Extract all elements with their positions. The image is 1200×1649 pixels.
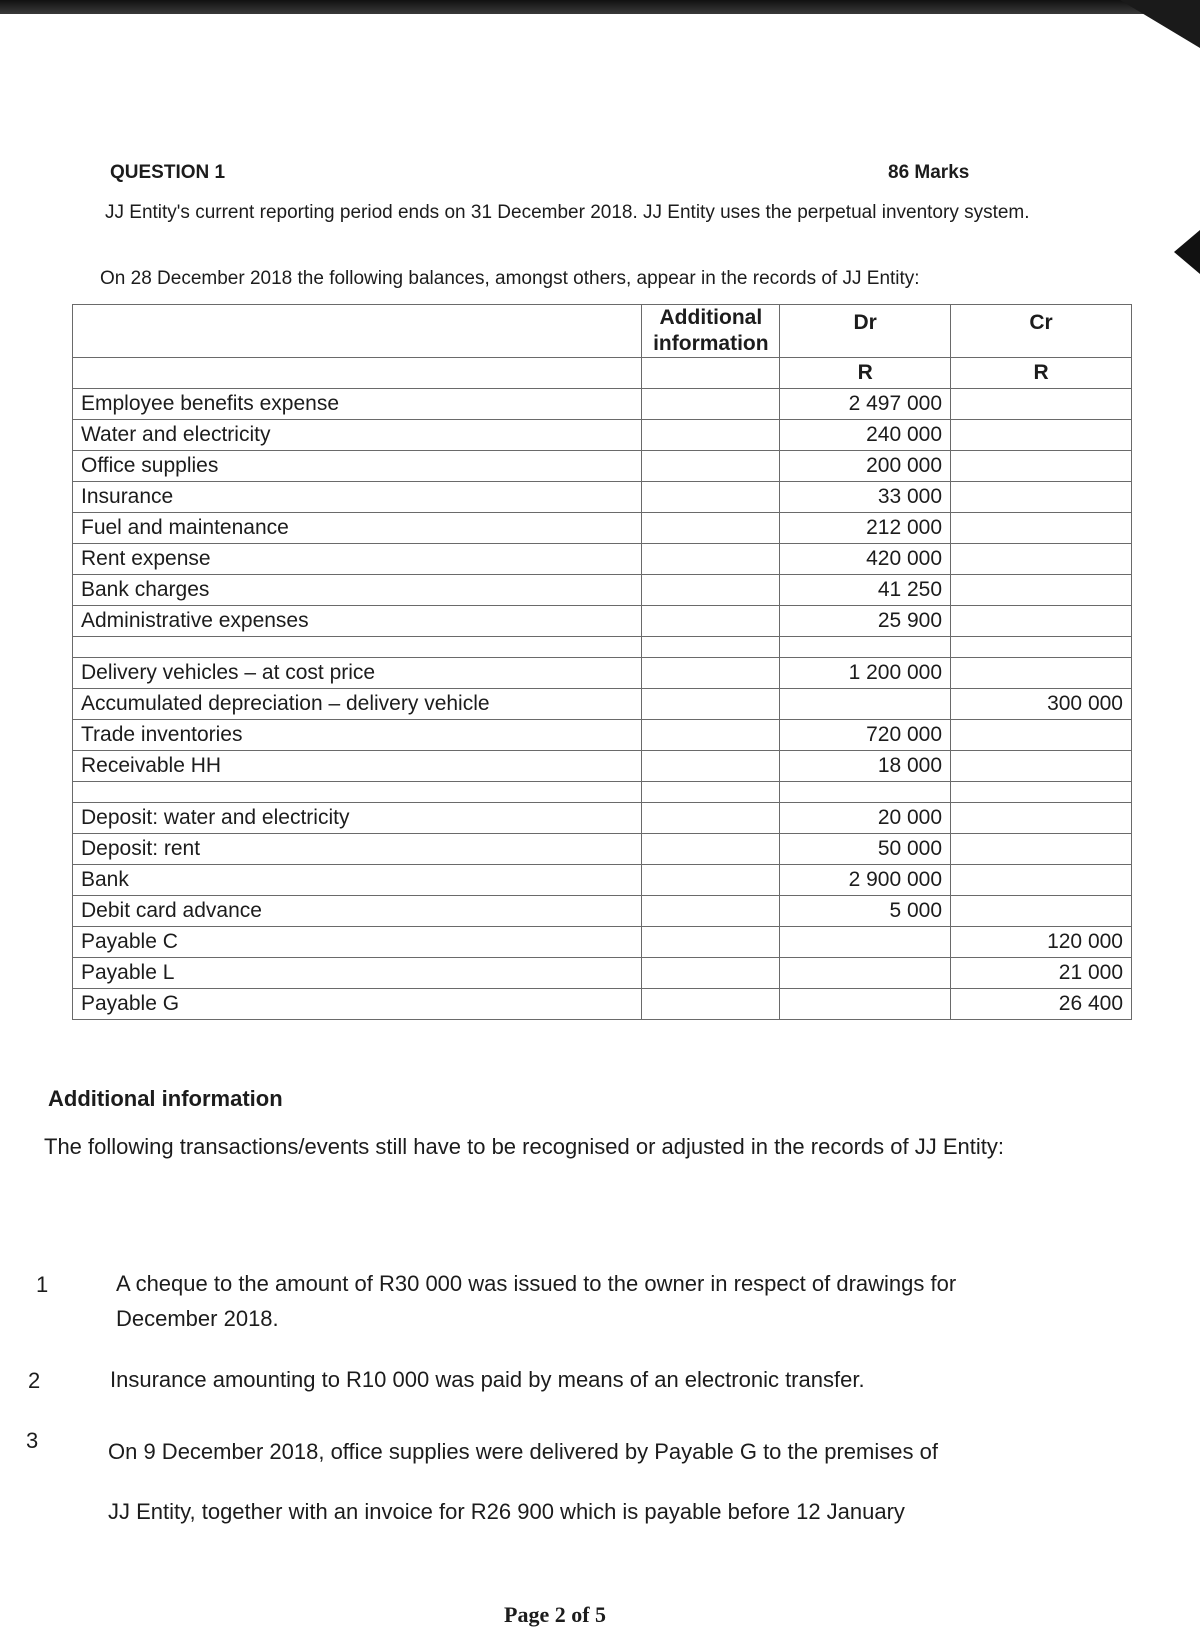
row-cr-amount — [951, 803, 1132, 834]
row-additional — [642, 958, 780, 989]
row-additional — [642, 751, 780, 782]
item-line: December 2018. — [116, 1306, 279, 1331]
row-dr-amount: 33 000 — [780, 482, 951, 513]
row-cr-amount — [951, 420, 1132, 451]
header-dr: Dr — [780, 305, 951, 358]
row-cr-amount — [951, 389, 1132, 420]
row-additional — [642, 451, 780, 482]
row-additional — [642, 865, 780, 896]
row-cr-amount — [951, 451, 1132, 482]
balances-lead: On 28 December 2018 the following balances, amongst others, appear in the records of JJ Entity: — [100, 268, 920, 289]
row-dr-amount: 20 000 — [780, 803, 951, 834]
row-additional — [642, 575, 780, 606]
table-row — [73, 896, 1132, 927]
row-additional — [642, 658, 780, 689]
row-label: Administrative expenses — [73, 606, 642, 637]
row-additional — [642, 896, 780, 927]
list-item — [110, 1362, 1170, 1397]
item-line: On 9 December 2018, office supplies were delivered by Payable G to the premises of — [108, 1439, 938, 1464]
question-marks: 86 Marks — [888, 162, 970, 183]
row-additional — [642, 606, 780, 637]
row-cr-amount — [951, 896, 1132, 927]
row-dr-amount — [780, 689, 951, 720]
row-cr-amount — [951, 720, 1132, 751]
table-row — [73, 420, 1132, 451]
row-dr-amount: 5 000 — [780, 896, 951, 927]
table-row — [73, 958, 1132, 989]
row-additional — [642, 927, 780, 958]
row-dr-amount — [780, 989, 951, 1020]
list-item — [108, 1422, 1178, 1542]
row-label: Payable C — [73, 927, 642, 958]
currency-dr: R — [780, 358, 951, 389]
row-cr-amount — [951, 865, 1132, 896]
row-dr-amount: 41 250 — [780, 575, 951, 606]
row-label: Water and electricity — [73, 420, 642, 451]
row-dr-amount: 50 000 — [780, 834, 951, 865]
row-label: Delivery vehicles – at cost price — [73, 658, 642, 689]
row-additional — [642, 513, 780, 544]
table-row — [73, 658, 1132, 689]
table-row — [73, 834, 1132, 865]
row-dr-amount: 200 000 — [780, 451, 951, 482]
list-item — [116, 1266, 1176, 1336]
row-label: Fuel and maintenance — [73, 513, 642, 544]
row-cr-amount — [951, 834, 1132, 865]
row-label: Rent expense — [73, 544, 642, 575]
row-dr-amount: 720 000 — [780, 720, 951, 751]
row-cr-amount: 21 000 — [951, 958, 1132, 989]
row-label: Payable L — [73, 958, 642, 989]
row-cr-amount: 26 400 — [951, 989, 1132, 1020]
currency-row — [73, 358, 1132, 389]
row-cr-amount — [951, 544, 1132, 575]
table-row — [73, 389, 1132, 420]
additional-information-intro: The following transactions/events still have to be recognised or adjusted in the records of JJ Entity: — [44, 1134, 1004, 1159]
row-additional — [642, 834, 780, 865]
row-additional — [642, 720, 780, 751]
row-additional — [642, 420, 780, 451]
row-label: Accumulated depreciation – delivery vehicle — [73, 689, 642, 720]
item-line: JJ Entity, together with an invoice for R26 900 which is payable before 12 January — [108, 1499, 905, 1524]
row-cr-amount — [951, 482, 1132, 513]
question-title: QUESTION 1 — [110, 162, 226, 183]
row-dr-amount: 212 000 — [780, 513, 951, 544]
table-row — [73, 606, 1132, 637]
row-additional — [642, 389, 780, 420]
table-row — [73, 720, 1132, 751]
row-dr-amount: 25 900 — [780, 606, 951, 637]
item-number: 2 — [28, 1368, 41, 1393]
table-row — [73, 803, 1132, 834]
row-cr-amount — [951, 575, 1132, 606]
question-intro: JJ Entity's current reporting period ends on 31 December 2018. JJ Entity uses the perpetual inventory system. — [105, 202, 1030, 223]
header-cr: Cr — [951, 305, 1132, 358]
row-label: Trade inventories — [73, 720, 642, 751]
currency-cr: R — [951, 358, 1132, 389]
table-row — [73, 482, 1132, 513]
row-dr-amount — [780, 958, 951, 989]
row-label: Debit card advance — [73, 896, 642, 927]
row-label: Bank charges — [73, 575, 642, 606]
row-dr-amount: 1 200 000 — [780, 658, 951, 689]
table-row — [73, 927, 1132, 958]
row-label: Payable G — [73, 989, 642, 1020]
table-row — [73, 751, 1132, 782]
item-line: Insurance amounting to R10 000 was paid by means of an electronic transfer. — [110, 1367, 865, 1392]
table-row — [73, 513, 1132, 544]
row-additional — [642, 803, 780, 834]
item-number: 3 — [26, 1428, 39, 1453]
row-label: Receivable HH — [73, 751, 642, 782]
row-dr-amount: 2 497 000 — [780, 389, 951, 420]
row-cr-amount: 120 000 — [951, 927, 1132, 958]
row-dr-amount — [780, 927, 951, 958]
row-label: Bank — [73, 865, 642, 896]
row-additional — [642, 544, 780, 575]
additional-information-title: Additional information — [48, 1086, 283, 1111]
row-dr-amount: 18 000 — [780, 751, 951, 782]
row-cr-amount — [951, 606, 1132, 637]
row-additional — [642, 482, 780, 513]
row-additional — [642, 989, 780, 1020]
table-spacer-row — [73, 637, 1132, 658]
item-line: A cheque to the amount of R30 000 was issued to the owner in respect of drawings for — [116, 1271, 957, 1296]
item-number: 1 — [36, 1272, 49, 1297]
header-description — [73, 305, 642, 358]
table-header-row — [73, 305, 1132, 358]
row-label: Deposit: rent — [73, 834, 642, 865]
table-row — [73, 989, 1132, 1020]
row-cr-amount — [951, 658, 1132, 689]
table-row — [73, 544, 1132, 575]
row-dr-amount: 2 900 000 — [780, 865, 951, 896]
row-dr-amount: 240 000 — [780, 420, 951, 451]
table-row — [73, 451, 1132, 482]
table-spacer-row — [73, 782, 1132, 803]
table-row — [73, 689, 1132, 720]
row-cr-amount — [951, 513, 1132, 544]
balances-table — [72, 304, 1132, 1020]
page-number: Page 2 of 5 — [504, 1602, 607, 1627]
row-additional — [642, 689, 780, 720]
row-label: Office supplies — [73, 451, 642, 482]
balances-body — [73, 389, 1132, 1020]
row-label: Insurance — [73, 482, 642, 513]
row-label: Employee benefits expense — [73, 389, 642, 420]
table-row — [73, 575, 1132, 606]
row-cr-amount: 300 000 — [951, 689, 1132, 720]
header-additional-information: Additional information — [642, 305, 780, 358]
row-label: Deposit: water and electricity — [73, 803, 642, 834]
row-dr-amount: 420 000 — [780, 544, 951, 575]
row-cr-amount — [951, 751, 1132, 782]
table-row — [73, 865, 1132, 896]
